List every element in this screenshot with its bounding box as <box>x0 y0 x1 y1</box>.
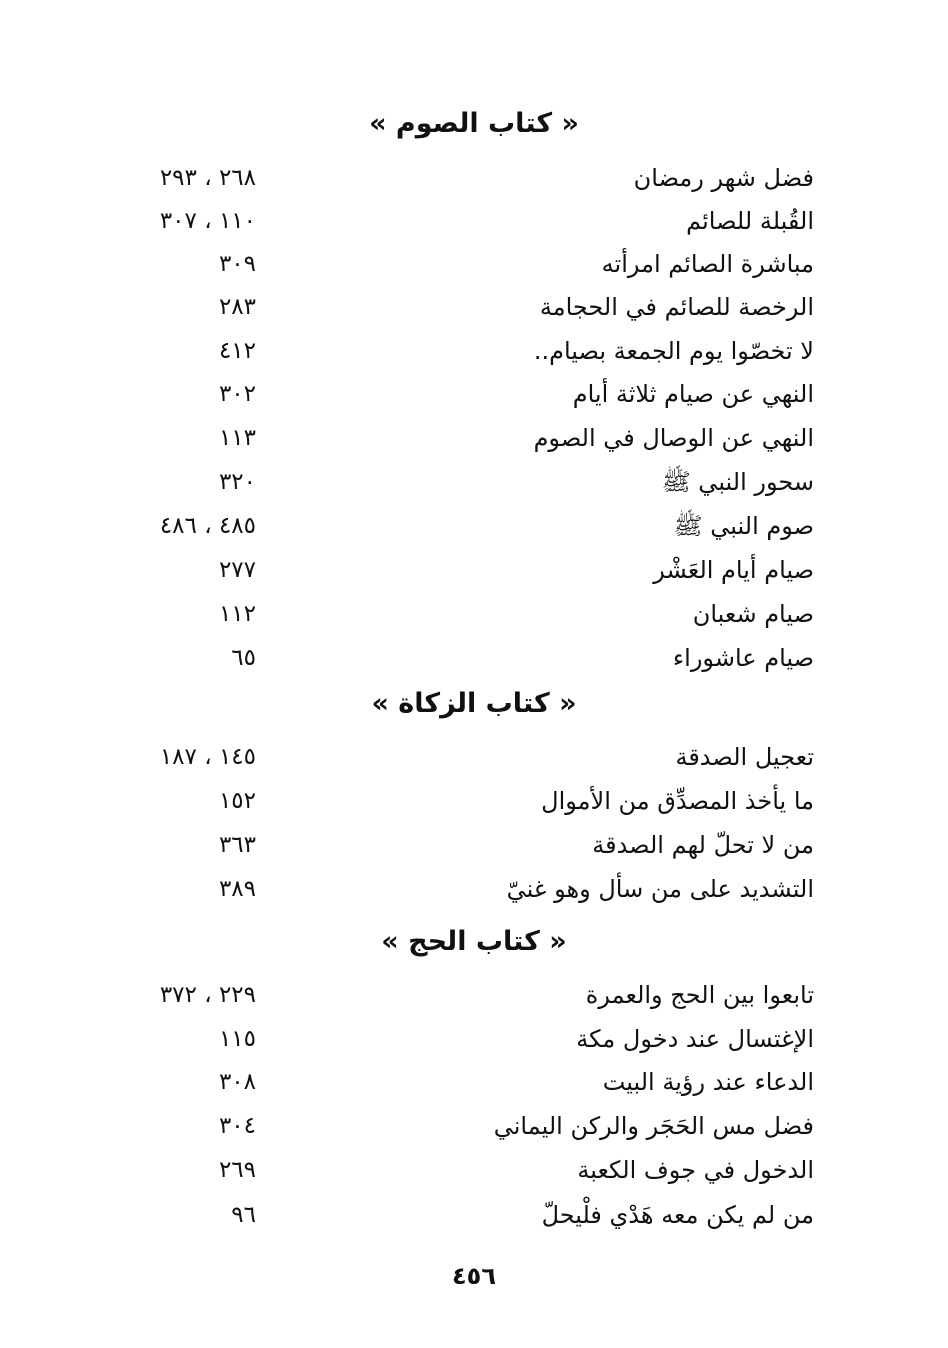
index-row <box>0 201 948 241</box>
index-row <box>0 1150 948 1190</box>
index-page-refs: ٣٠٩ <box>218 251 256 277</box>
index-topic: تابعوا بين الحج والعمرة <box>585 981 814 1009</box>
index-row <box>0 737 948 777</box>
index-page-refs: ٣٠٢ <box>218 381 256 407</box>
index-row <box>0 244 948 284</box>
index-topic: صيام عاشوراء <box>672 644 814 672</box>
index-topic: لا تخصّوا يوم الجمعة بصيام.. <box>533 337 814 365</box>
index-topic: النهي عن الوصال في الصوم <box>533 424 814 452</box>
index-page-refs: ١١٣ <box>218 425 256 451</box>
index-topic: فضل مس الحَجَر والركن اليماني <box>493 1112 814 1140</box>
index-page-refs: ١١٠ ، ٣٠٧ <box>159 208 256 234</box>
index-row <box>0 506 948 546</box>
index-page-refs: ٢٦٨ ، ٢٩٣ <box>159 165 256 191</box>
index-row <box>0 418 948 458</box>
index-row <box>0 158 948 198</box>
index-topic: الرخصة للصائم في الحجامة <box>539 293 814 321</box>
index-page-refs: ١٥٢ <box>218 788 256 814</box>
index-row <box>0 781 948 821</box>
index-row <box>0 287 948 327</box>
index-topic: الدخول في جوف الكعبة <box>577 1156 814 1184</box>
index-topic: الإغتسال عند دخول مكة <box>576 1025 814 1053</box>
index-page-refs: ١١٥ <box>218 1026 256 1052</box>
index-topic: ما يأخذ المصدِّق من الأموال <box>541 787 814 815</box>
index-page-refs: ١٤٥ ، ١٨٧ <box>159 744 256 770</box>
index-page-refs: ٢٧٧ <box>218 557 256 583</box>
section-title-fasting: « كتاب الصوم » <box>369 108 579 139</box>
index-topic: الدعاء عند رؤية البيت <box>602 1068 814 1096</box>
index-topic: من لا تحلّ لهم الصدقة <box>592 831 814 859</box>
index-row <box>0 462 948 502</box>
index-row <box>0 1106 948 1146</box>
index-row <box>0 1195 948 1235</box>
index-page-refs: ٢٨٣ <box>218 294 256 320</box>
index-row <box>0 594 948 634</box>
index-page-refs: ٤١٢ <box>218 338 256 364</box>
index-row <box>0 331 948 371</box>
index-topic: القُبلة للصائم <box>686 207 814 235</box>
index-page-refs: ٣٠٤ <box>218 1113 256 1139</box>
index-topic: مباشرة الصائم امرأته <box>601 250 814 278</box>
index-row <box>0 869 948 909</box>
index-page-refs: ١١٢ <box>218 601 256 627</box>
index-topic: صيام أيام العَشْر <box>653 556 814 584</box>
index-topic: فضل شهر رمضان <box>633 164 814 192</box>
index-topic: صيام شعبان <box>692 600 814 628</box>
index-page-refs: ٣٨٩ <box>218 876 256 902</box>
index-topic: تعجيل الصدقة <box>675 743 814 771</box>
index-page-refs: ٦٥ <box>231 645 256 671</box>
index-row <box>0 1019 948 1059</box>
index-row <box>0 550 948 590</box>
index-topic: سحور النبي ﷺ <box>661 468 814 496</box>
index-topic: من لم يكن معه هَدْي فلْيحلّ <box>541 1201 814 1229</box>
index-topic: صوم النبي ﷺ <box>673 512 814 540</box>
index-topic: النهي عن صيام ثلاثة أيام <box>572 380 814 408</box>
index-page-refs: ٣٢٠ <box>218 469 256 495</box>
page-number: ٤٥٦ <box>452 1262 496 1290</box>
index-page-refs: ٩٦ <box>231 1202 256 1228</box>
section-title-zakat: « كتاب الزكاة » <box>371 688 577 719</box>
index-row <box>0 1062 948 1102</box>
index-row <box>0 374 948 414</box>
index-page-refs: ٣٠٨ <box>218 1069 256 1095</box>
index-topic: التشديد على من سأل وهو غنيّ <box>506 875 814 903</box>
index-row <box>0 975 948 1015</box>
index-page-refs: ٣٦٣ <box>218 832 256 858</box>
index-page-refs: ٢٢٩ ، ٣٧٢ <box>159 982 256 1008</box>
section-title-hajj: « كتاب الحج » <box>381 926 567 957</box>
index-page-refs: ٤٨٥ ، ٤٨٦ <box>159 513 256 539</box>
index-page-refs: ٢٦٩ <box>218 1157 256 1183</box>
index-row <box>0 825 948 865</box>
index-row <box>0 638 948 678</box>
